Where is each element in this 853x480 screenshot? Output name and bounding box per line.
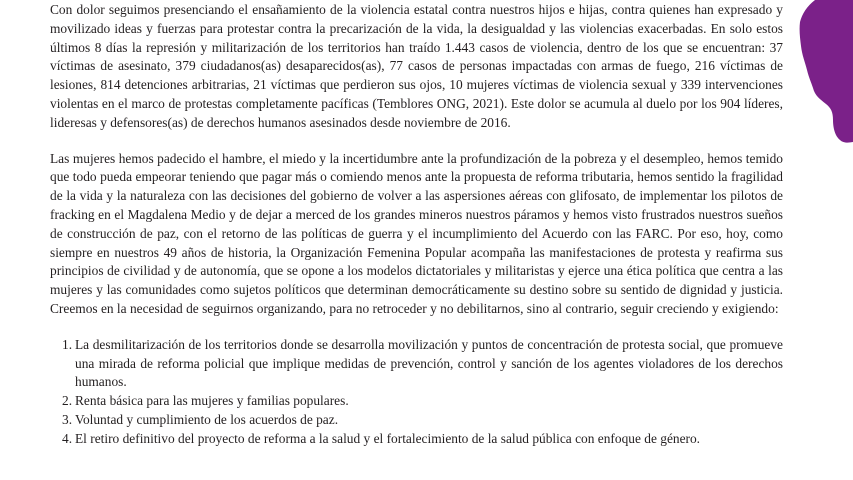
- demands-list: [62, 336, 783, 449]
- demand-number: 1.: [62, 336, 73, 352]
- demand-number: 3.: [62, 411, 73, 427]
- demand-text: El retiro definitivo del proyecto de reforma a la salud y el fortalecimiento de la salud pública con enfoque de género.: [75, 430, 701, 446]
- demand-item: [62, 392, 783, 411]
- demand-text: Voluntad y cumplimiento de los acuerdos de paz.: [75, 411, 339, 427]
- demand-item: [62, 430, 783, 449]
- decorative-purple-brush-shape: [793, 0, 853, 145]
- paragraph-violence-report: Con dolor seguimos presenciando el ensañamiento de la violencia estatal contra nuestros hijos e hijas, contra quienes han expresado y movilizado ideas y fuerzas para protestar contra la precarización de la vida, la desigualdad y las violencias exacerbadas. En solo estos últimos 8 días la represión y militarización de los territorios han traído 1.443 casos de violencia, dentro de los que se encuentran: 37 víctimas de asesinato, 379 ciudadanos(as) desaparecidos(as), 77 casos de personas impactadas con armas de fuego, 216 víctimas de lesiones, 814 detenciones arbitrarias, 21 víctimas que perdieron sus ojos, 10 mujeres víctimas de violencia sexual y 339 intervenciones violentas en el marco de protestas completamente pacíficas (Temblores ONG, 2021). Este dolor se acumula al duelo por los 904 líderes, lideresas y defensores(as) de derechos humanos asesinados desde noviembre de 2016.: [50, 2, 783, 130]
- demand-number: 2.: [62, 393, 73, 409]
- paragraph-women-statement: Las mujeres hemos padecido el hambre, el miedo y la incertidumbre ante la profundización de la pobreza y el desempleo, hemos temido que todo pueda empeorar teniendo que pagar más o comiendo menos ante la propuesta de reforma tributaria, hemos sentido la fragilidad de la vida y la naturaleza con las decisiones del gobierno de volver a las aspersiones aéreas con glifosato, de implementar los pilotos de fracking en el Magdalena Medio y de dejar a merced de los grandes mineros nuestros páramos y hemos visto frustrados nuestros sueños de construcción de paz, con el retorno de las políticas de guerra y el incumplimiento del Acuerdo con las FARC. Por eso, hoy, como siempre en nuestros 49 años de historia, la Organización Femenina Popular acompaña las manifestaciones de protesta y reafirma sus principios de civilidad y de autonomía, que se opone a los modelos dictatoriales y militaristas y ejerce una ética política que centra a las mujeres y las comunidades como sujetos políticos que determinan democráticamente su destino sobre su sentido de dignidad y justicia. Creemos en la necesidad de seguirnos organizando, para no retroceder y no debilitarnos, sino al contrario, seguir creciendo y exigiendo:: [50, 150, 783, 316]
- demand-item: [62, 336, 783, 392]
- demand-item: [62, 411, 783, 430]
- document-body: [50, 1, 783, 449]
- demand-number: 4.: [62, 430, 73, 446]
- demand-text: Renta básica para las mujeres y familias populares.: [75, 393, 349, 409]
- demand-text: La desmilitarización de los territorios donde se desarrolla movilización y puntos de concentración de protesta social, que promueve una mirada de reforma policial que implique medidas de prevención, control y sanción de los agentes violadores de los derechos humanos.: [75, 336, 783, 390]
